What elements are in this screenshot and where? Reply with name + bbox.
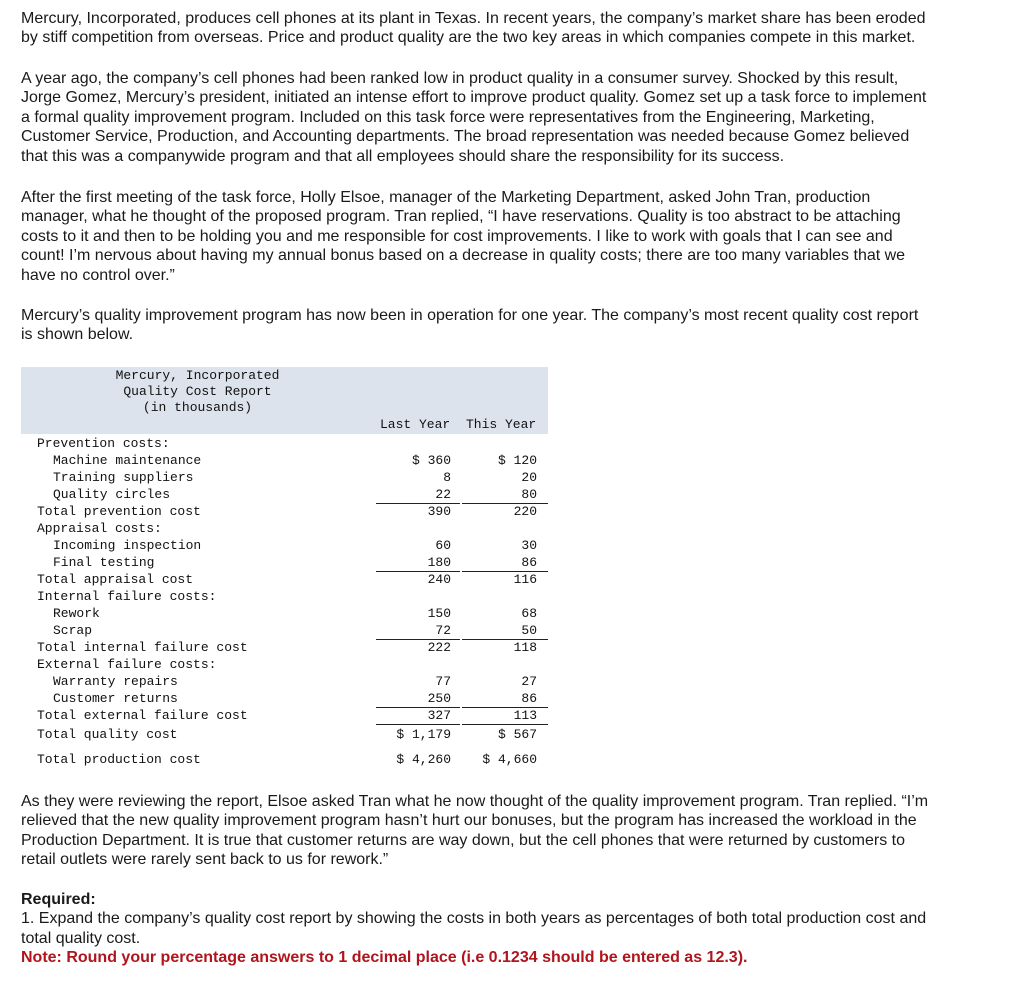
last-year-value: 22 bbox=[435, 487, 451, 502]
this-year-value: 68 bbox=[521, 606, 537, 621]
last-year-value: 250 bbox=[427, 691, 451, 706]
report-row bbox=[21, 537, 548, 554]
row-label: Total external failure cost bbox=[37, 708, 248, 723]
text-line: After the first meeting of the task force, Holly Elsoe, manager of the Marketing Department, asked John Tran, production bbox=[21, 189, 871, 206]
report-row bbox=[21, 726, 548, 743]
this-year-value: $ 120 bbox=[497, 453, 537, 468]
report-row bbox=[21, 690, 548, 707]
text-line: by stiff competition from overseas. Price and product quality are the two key areas in which companies compete in this market. bbox=[21, 29, 916, 47]
row-label: Warranty repairs bbox=[53, 674, 178, 689]
text-line: relieved that the new quality improvement program hasn’t hurt our bonuses, but the program has increased the workload in the bbox=[21, 812, 917, 830]
row-label: Quality circles bbox=[53, 487, 171, 502]
text-line: manager, what he thought of the proposed program. Tran replied, “I have reservations. Quality is too abstract to be attaching bbox=[21, 208, 901, 226]
column-header-this-year: This Year bbox=[466, 417, 537, 432]
text-line: have no control over.” bbox=[21, 266, 175, 284]
report-row bbox=[21, 656, 548, 673]
this-year-value: $ 567 bbox=[497, 727, 537, 742]
text-line: Customer Service, Production, and Accounting departments. The broad representation was needed because Gomez believed bbox=[21, 128, 910, 146]
this-year-value: 80 bbox=[521, 487, 537, 502]
last-year-value: 390 bbox=[427, 504, 451, 519]
rounding-note: Note: Round your percentage answers to 1 decimal place (i.e 0.1234 should be entered as 12.3). bbox=[21, 949, 748, 967]
row-label: Appraisal costs: bbox=[37, 521, 162, 536]
report-title-company: Mercury, Incorporated bbox=[115, 368, 280, 383]
row-label: Total production cost bbox=[37, 752, 201, 767]
report-row bbox=[21, 486, 548, 503]
report-row bbox=[21, 673, 548, 690]
intro-paragraph bbox=[21, 9, 1011, 48]
row-label: External failure costs: bbox=[37, 657, 217, 672]
row-label: Internal failure costs: bbox=[37, 589, 217, 604]
this-year-value: 118 bbox=[513, 640, 537, 655]
this-year-value: $ 4,660 bbox=[482, 752, 537, 767]
report-row bbox=[21, 707, 548, 724]
report-row bbox=[21, 435, 548, 452]
text-line: a formal quality improvement program. Included on this task force were representatives from the Engineering, Marketing, bbox=[21, 108, 875, 126]
text-line: Mercury’s quality improvement program has now been in operation for one year. The company’s most recent quality cost report bbox=[21, 307, 919, 324]
text-line: Mercury, Incorporated, produces cell phones at its plant in Texas. In recent years, the company’s market share has been eroded bbox=[21, 10, 926, 27]
last-year-value: $ 4,260 bbox=[396, 752, 451, 767]
report-row bbox=[21, 571, 548, 588]
required-item-1-continued: total quality cost. bbox=[21, 929, 141, 947]
report-header bbox=[21, 367, 548, 434]
text-line: A year ago, the company’s cell phones had been ranked low in product quality in a consumer survey. Shocked by this result, bbox=[21, 70, 899, 87]
report-title-units: (in thousands) bbox=[142, 400, 253, 415]
report-row bbox=[21, 622, 548, 639]
text-line: Jorge Gomez, Mercury’s president, initiated an intense effort to improve product quality. Gomez set up a task force to implement bbox=[21, 89, 927, 107]
text-line: Production Department. It is true that customer returns are way down, but the cell phones that were returned by customers to bbox=[21, 831, 905, 849]
last-year-value: 222 bbox=[427, 640, 451, 655]
this-year-value: 20 bbox=[521, 470, 537, 485]
last-year-value: 72 bbox=[435, 623, 451, 638]
background-paragraph bbox=[21, 69, 1011, 166]
report-title-name: Quality Cost Report bbox=[123, 384, 272, 399]
required-section bbox=[21, 890, 926, 968]
last-year-value: 240 bbox=[427, 572, 451, 587]
task-force-paragraph bbox=[21, 188, 1011, 285]
row-label: Customer returns bbox=[53, 691, 178, 706]
row-label: Prevention costs: bbox=[37, 436, 170, 451]
required-heading: Required: bbox=[21, 891, 96, 908]
report-row bbox=[21, 503, 548, 520]
last-year-value: $ 360 bbox=[411, 453, 451, 468]
report-row bbox=[21, 588, 548, 605]
row-label: Machine maintenance bbox=[53, 453, 202, 468]
report-row bbox=[21, 639, 548, 656]
report-row bbox=[21, 520, 548, 537]
text-line: count! I’m nervous about having my annual bonus based on a decrease in quality costs; there are too many variables that we bbox=[21, 247, 906, 265]
row-label: Rework bbox=[53, 606, 100, 621]
row-label: Scrap bbox=[53, 623, 93, 638]
this-year-value: 113 bbox=[513, 708, 537, 723]
last-year-value: 77 bbox=[435, 674, 451, 689]
subtotal-rule bbox=[462, 724, 548, 725]
last-year-value: 327 bbox=[427, 708, 451, 723]
last-year-value: 60 bbox=[435, 538, 451, 553]
report-row bbox=[21, 452, 548, 469]
this-year-value: 86 bbox=[521, 555, 537, 570]
last-year-value: 8 bbox=[443, 470, 451, 485]
this-year-value: 86 bbox=[521, 691, 537, 706]
review-paragraph bbox=[21, 792, 1011, 870]
text-line: costs to it and then to be holding you and me responsible for cost improvements. I like to work with goals that I can see and bbox=[21, 227, 893, 245]
subtotal-rule bbox=[376, 724, 460, 725]
text-line: retail outlets were rarely sent back to us for rework.” bbox=[21, 851, 389, 869]
row-label: Training suppliers bbox=[53, 470, 194, 485]
text-line: As they were reviewing the report, Elsoe asked Tran what he now thought of the quality improvement program. Tran replied. “I’m bbox=[21, 793, 929, 810]
text-line: is shown below. bbox=[21, 326, 134, 344]
row-label: Total prevention cost bbox=[37, 504, 201, 519]
this-year-value: 220 bbox=[513, 504, 537, 519]
report-intro-paragraph bbox=[21, 306, 1011, 345]
row-label: Incoming inspection bbox=[53, 538, 202, 553]
report-row bbox=[21, 605, 548, 622]
this-year-value: 116 bbox=[513, 572, 537, 587]
last-year-value: 180 bbox=[427, 555, 451, 570]
column-header-last-year: Last Year bbox=[380, 417, 451, 432]
text-line: that this was a companywide program and that all employees should share the responsibility for its success. bbox=[21, 147, 785, 165]
row-label: Total quality cost bbox=[37, 727, 178, 742]
this-year-value: 50 bbox=[521, 623, 537, 638]
last-year-value: 150 bbox=[427, 606, 451, 621]
this-year-value: 30 bbox=[521, 538, 537, 553]
report-row bbox=[21, 554, 548, 571]
report-row bbox=[21, 469, 548, 486]
last-year-value: $ 1,179 bbox=[396, 727, 451, 742]
this-year-value: 27 bbox=[521, 674, 537, 689]
row-label: Total appraisal cost bbox=[37, 572, 194, 587]
required-item-1: 1. Expand the company’s quality cost report by showing the costs in both years as percentages of both total production cost and bbox=[21, 910, 927, 928]
row-label: Total internal failure cost bbox=[37, 640, 248, 655]
report-row bbox=[21, 751, 548, 768]
row-label: Final testing bbox=[53, 555, 155, 570]
